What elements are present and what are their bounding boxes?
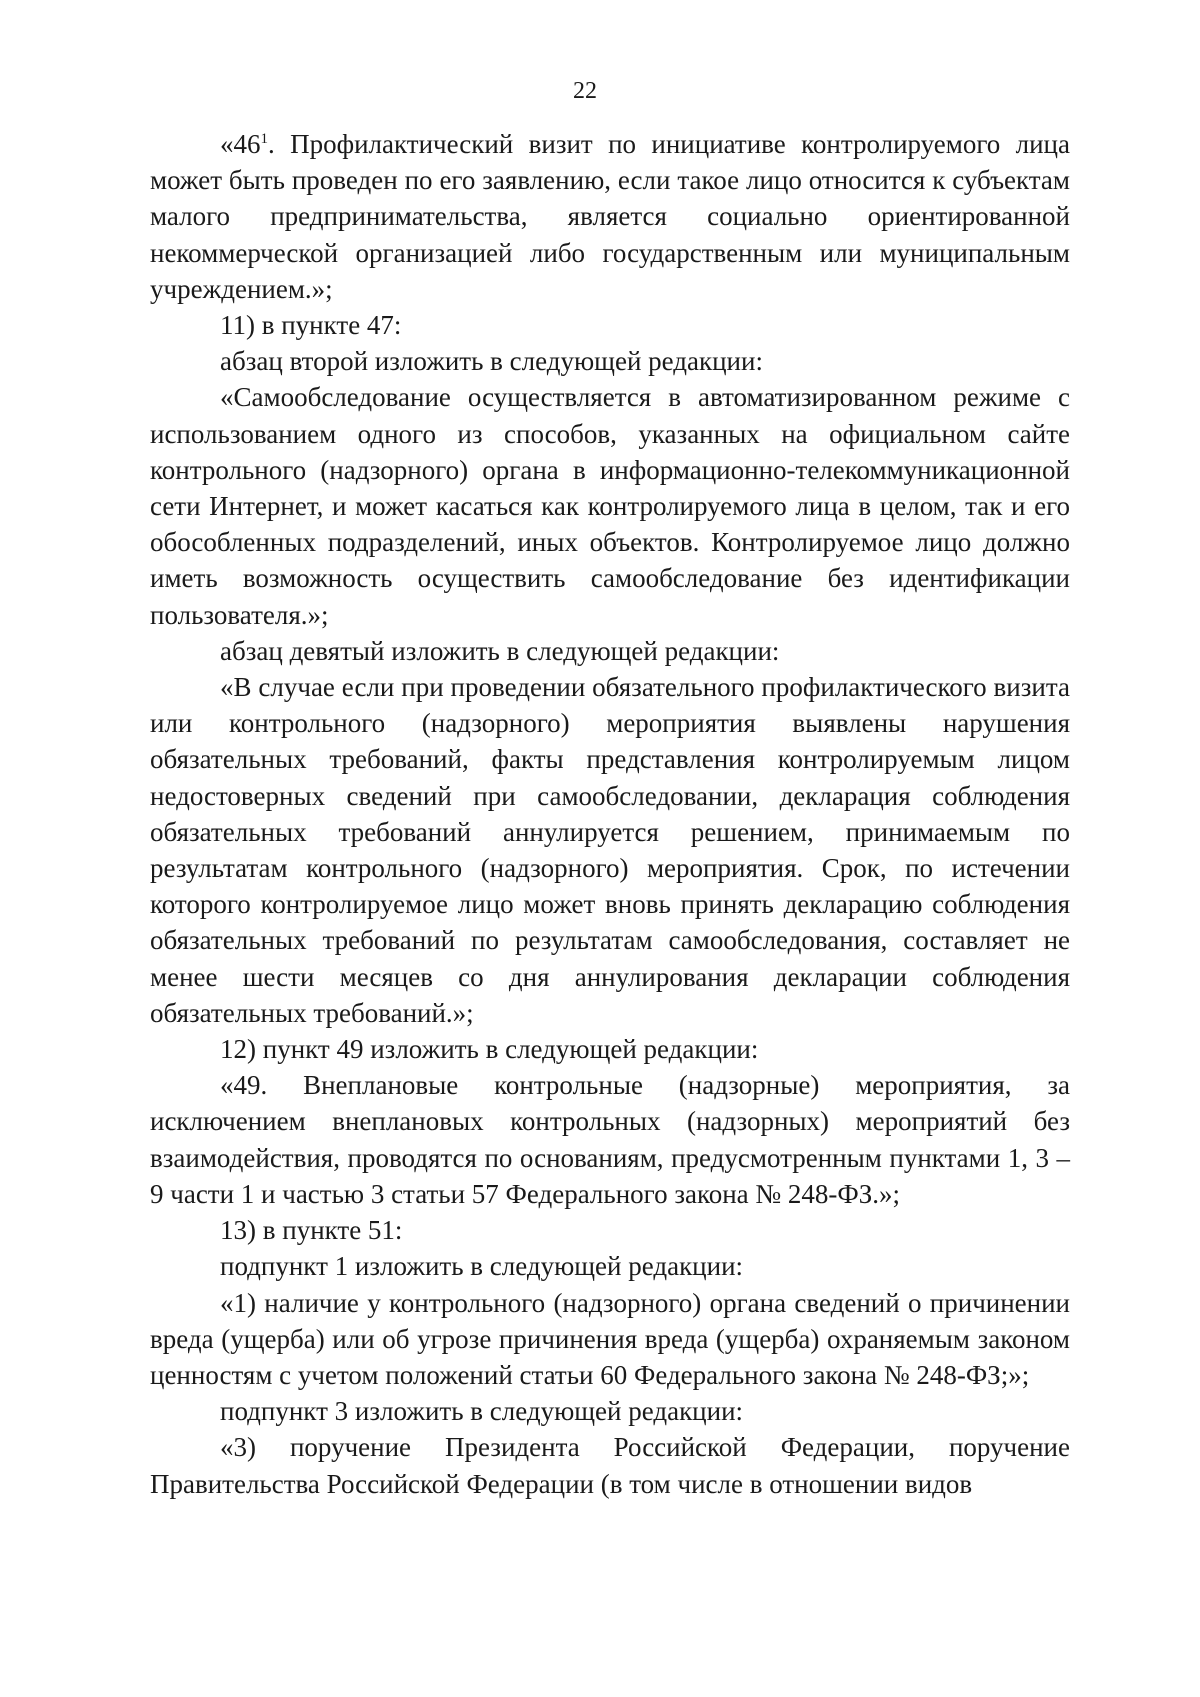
paragraph-item-12: 12) пункт 49 изложить в следующей редакции:: [220, 1034, 759, 1065]
paragraph-sub-1: «1) наличие у контрольного (надзорного) органа сведений о причинении вреда (ущерба) или об угрозе причинения вреда (ущерба) охраняемым законом ценностям с учетом положений статьи 60 Федерального закона № 248-ФЗ;»;: [150, 1287, 1070, 1390]
paragraph-item-13: 13) в пункте 51:: [220, 1215, 403, 1246]
paragraph-declaration-cancel: «В случае если при проведении обязательного профилактического визита или контрольного (надзорного) мероприятия выявлены нарушения обязательных требований, факты представления контролируемым лицом недостоверных сведений при самообследовании, декларация соблюдения обязательных требований аннулируется решением, принимаемым по результатам контрольного (надзорного) мероприятия. Срок, по истечении которого контролируемое лицо может вновь принять декларацию соблюдения обязательных требований по результатам самообследования, составляет не менее шести месяцев со дня аннулирования декларации соблюдения обязательных требований.»;: [150, 672, 1070, 1028]
paragraph-instruction-abzac-2: абзац второй изложить в следующей редакции:: [220, 346, 763, 377]
paragraph-sub-3: «3) поручение Президента Российской Федерации, поручение Правительства Российской Федерации (в том числе в отношении видов: [150, 1432, 1070, 1499]
paragraph-instruction-sub-3: подпункт 3 изложить в следующей редакции:: [220, 1396, 744, 1427]
paragraph-item-46-1: [150, 126, 1070, 307]
paragraph-text-post: . Профилактический визит по инициативе контролируемого лица может быть проведен по его заявлению, если такое лицо относится к субъектам малого предпринимательства, является социально ориентированной некоммерческой организацией либо государственным или муниципальным учреждением.»;: [150, 129, 1070, 304]
document-body: [150, 126, 1070, 1502]
paragraph-text-pre: «46: [220, 129, 261, 159]
paragraph-item-11: 11) в пункте 47:: [220, 310, 402, 341]
superscript-index: 1: [260, 131, 268, 147]
paragraph-item-49: «49. Внеплановые контрольные (надзорные) мероприятия, за исключением внеплановых контрольных (надзорных) мероприятий без взаимодействия, проводятся по основаниям, предусмотренным пунктами 1, 3 – 9 части 1 и частью 3 статьи 57 Федерального закона № 248-ФЗ.»;: [150, 1070, 1070, 1209]
paragraph-instruction-sub-1: подпункт 1 изложить в следующей редакции:: [220, 1251, 744, 1282]
page-number: 22: [573, 78, 597, 104]
paragraph-self-examination: «Самообследование осуществляется в автоматизированном режиме с использованием одного из способов, указанных на официальном сайте контрольного (надзорного) органа в информационно-телекоммуникационной сети Интернет, и может касаться как контролируемого лица в целом, так и его обособленных подразделений, иных объектов. Контролируемое лицо должно иметь возможность осуществить самообследование без идентификации пользователя.»;: [150, 382, 1070, 630]
paragraph-instruction-abzac-9: абзац девятый изложить в следующей редакции:: [220, 635, 780, 666]
